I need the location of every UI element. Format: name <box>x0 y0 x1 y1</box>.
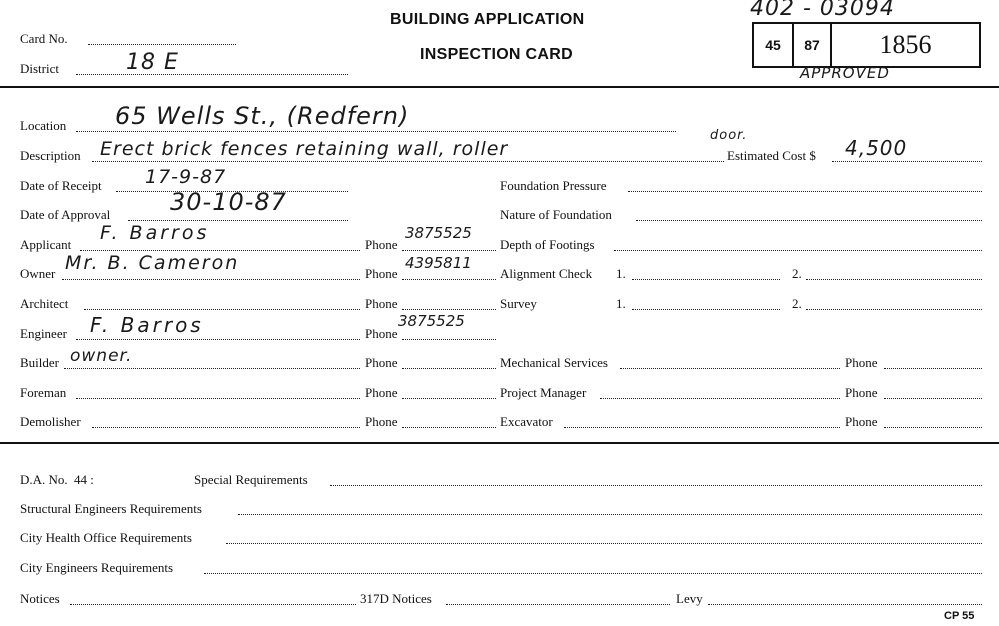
survey-label: Survey <box>500 296 537 311</box>
project-manager-label: Project Manager <box>500 385 587 400</box>
foundation-pressure-label: Foundation Pressure <box>500 178 607 193</box>
demolisher-phone-label: Phone <box>365 414 398 429</box>
foreman-phone-field[interactable] <box>402 398 496 399</box>
district-field[interactable] <box>76 74 348 75</box>
form-subtitle: INSPECTION CARD <box>420 46 573 63</box>
architect-phone-field[interactable] <box>402 309 496 310</box>
location-label: Location <box>20 118 67 133</box>
health-requirements-field[interactable] <box>226 543 982 544</box>
nature-foundation-label: Nature of Foundation <box>500 207 612 222</box>
district-value: 18 E <box>126 50 179 75</box>
description-continued: door. <box>710 128 748 143</box>
application-number-box <box>752 22 981 68</box>
project-manager-field[interactable] <box>600 398 840 399</box>
alignment-check-2-field[interactable] <box>806 279 982 280</box>
city-engineers-requirements-field[interactable] <box>204 573 982 574</box>
notices-317d-field[interactable] <box>446 604 670 605</box>
applicant-label: Applicant <box>20 237 72 252</box>
date-approval-field[interactable] <box>128 220 348 221</box>
box-year-prefix: 45 <box>754 24 794 66</box>
applicant-phone-label: Phone <box>365 237 398 252</box>
architect-phone-label: Phone <box>365 296 398 311</box>
survey-1-field[interactable] <box>632 309 780 310</box>
excavator-phone-field[interactable] <box>884 427 982 428</box>
da-no-value: 44 : <box>74 472 94 487</box>
owner-phone-value: 4395811 <box>405 254 472 272</box>
mechanical-services-label: Mechanical Services <box>500 355 608 370</box>
file-reference: 402 - 03094 <box>750 0 895 21</box>
card-no-field[interactable] <box>88 44 236 45</box>
header-divider <box>0 86 999 88</box>
project-manager-phone-label: Phone <box>845 385 878 400</box>
date-receipt-label: Date of Receipt <box>20 178 102 193</box>
card-no-label: Card No. <box>20 31 68 46</box>
excavator-phone-label: Phone <box>845 414 878 429</box>
approved-stamp: APPROVED <box>800 64 890 82</box>
engineer-phone-value: 3875525 <box>398 312 465 330</box>
structural-requirements-field[interactable] <box>238 514 982 515</box>
engineer-label: Engineer <box>20 326 67 341</box>
form-code: CP 55 <box>944 610 975 622</box>
description-value: Erect brick fences retaining wall, roller <box>100 138 509 160</box>
date-approval-label: Date of Approval <box>20 207 111 222</box>
owner-phone-label: Phone <box>365 266 398 281</box>
structural-requirements-label: Structural Engineers Requirements <box>20 501 202 516</box>
engineer-phone-field[interactable] <box>402 339 496 340</box>
owner-value: Mr. B. Cameron <box>65 252 240 274</box>
alignment-check-1-label: 1. <box>616 266 626 281</box>
alignment-check-label: Alignment Check <box>500 266 593 281</box>
owner-phone-field[interactable] <box>402 279 496 280</box>
form-title: BUILDING APPLICATION <box>390 11 585 28</box>
description-field[interactable] <box>92 161 724 162</box>
builder-value: owner. <box>70 346 133 366</box>
builder-phone-field[interactable] <box>402 368 496 369</box>
mechanical-phone-label: Phone <box>845 355 878 370</box>
demolisher-label: Demolisher <box>20 414 81 429</box>
city-engineers-requirements-label: City Engineers Requirements <box>20 560 174 575</box>
engineer-value: F. Barros <box>90 313 204 337</box>
alignment-check-1-field[interactable] <box>632 279 780 280</box>
box-year: 87 <box>794 24 832 66</box>
notices-317d-label: 317D Notices <box>360 591 432 606</box>
health-requirements-label: City Health Office Requirements <box>20 530 192 545</box>
mechanical-phone-field[interactable] <box>884 368 982 369</box>
alignment-check-2-label: 2. <box>792 266 802 281</box>
description-label: Description <box>20 148 81 163</box>
project-manager-phone-field[interactable] <box>884 398 982 399</box>
survey-2-field[interactable] <box>806 309 982 310</box>
depth-footings-label: Depth of Footings <box>500 237 595 252</box>
location-value: 65 Wells St., (Redfern) <box>115 102 410 130</box>
estimated-cost-value: 4,500 <box>845 136 908 160</box>
foundation-pressure-field[interactable] <box>628 191 982 192</box>
levy-field[interactable] <box>708 604 982 605</box>
district-label: District <box>20 61 59 76</box>
applicant-phone-field[interactable] <box>402 250 496 251</box>
applicant-phone-value: 3875525 <box>405 224 472 242</box>
notices-field[interactable] <box>70 604 356 605</box>
applicant-field[interactable] <box>80 250 360 251</box>
demolisher-field[interactable] <box>92 427 360 428</box>
architect-field[interactable] <box>84 309 360 310</box>
nature-foundation-field[interactable] <box>636 220 982 221</box>
depth-footings-field[interactable] <box>614 250 982 251</box>
architect-label: Architect <box>20 296 69 311</box>
foreman-phone-label: Phone <box>365 385 398 400</box>
special-requirements-label: Special Requirements <box>194 472 308 487</box>
estimated-cost-label: Estimated Cost $ <box>727 148 816 163</box>
section-divider <box>0 442 999 444</box>
survey-1-label: 1. <box>616 296 626 311</box>
engineer-field[interactable] <box>76 339 360 340</box>
foreman-label: Foreman <box>20 385 67 400</box>
excavator-field[interactable] <box>564 427 840 428</box>
survey-2-label: 2. <box>792 296 802 311</box>
levy-label: Levy <box>676 591 703 606</box>
excavator-label: Excavator <box>500 414 553 429</box>
special-requirements-field[interactable] <box>330 485 982 486</box>
applicant-value: F. Barros <box>100 222 210 244</box>
builder-label: Builder <box>20 355 59 370</box>
owner-label: Owner <box>20 266 56 281</box>
box-number: 1856 <box>879 30 932 59</box>
builder-field[interactable] <box>64 368 360 369</box>
da-no-label: D.A. No. <box>20 472 68 487</box>
date-approval-value: 30-10-87 <box>170 188 287 216</box>
demolisher-phone-field[interactable] <box>402 427 496 428</box>
builder-phone-label: Phone <box>365 355 398 370</box>
location-field[interactable] <box>76 131 676 132</box>
mechanical-services-field[interactable] <box>620 368 840 369</box>
owner-field[interactable] <box>62 279 360 280</box>
date-receipt-value: 17-9-87 <box>145 166 227 188</box>
notices-label: Notices <box>20 591 60 606</box>
engineer-phone-label: Phone <box>365 326 398 341</box>
estimated-cost-field[interactable] <box>832 161 982 162</box>
foreman-field[interactable] <box>76 398 360 399</box>
